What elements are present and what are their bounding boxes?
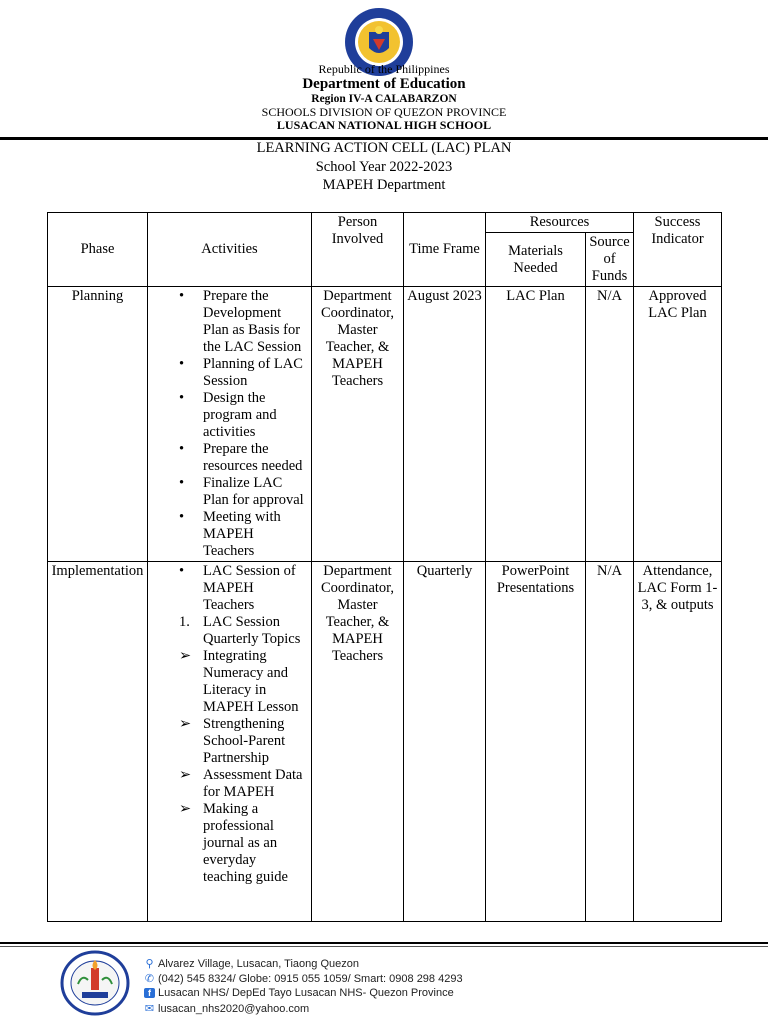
department-name: Department of Education: [302, 76, 466, 92]
lac-plan-table: [47, 212, 722, 922]
bullet-icon: •: [179, 509, 185, 525]
activities-list: [151, 288, 308, 560]
phone-icon: ✆: [144, 973, 155, 985]
facebook-icon: f: [144, 988, 155, 998]
activities-cell: [148, 562, 312, 922]
list-item: ➢ Strengthening School-Parent Partnership: [179, 716, 286, 766]
list-item: • Prepare the resources needed: [179, 441, 303, 474]
arrow-bullet-icon: ➢: [179, 716, 192, 732]
school-name: LUSACAN NATIONAL HIGH SCHOOL: [276, 118, 492, 132]
bullet-icon: •: [179, 475, 185, 491]
region-label: Region IV-A CALABARZON: [311, 93, 457, 105]
list-item: • Meeting with MAPEH Teachers: [179, 509, 281, 559]
table-header-row: [48, 213, 722, 233]
time-frame-header: Time Frame: [404, 213, 486, 287]
activities-list: [151, 563, 308, 886]
success-cell: Attendance, LAC Form 1-3, & outputs: [634, 562, 722, 922]
source-header: Source of Funds: [586, 233, 634, 287]
activities-cell: [148, 287, 312, 562]
table-row: [48, 562, 722, 922]
footer-email[interactable]: ✉ lusacan_nhs2020@yahoo.com: [144, 1003, 310, 1015]
republic-label: Republic of the Philippines: [318, 62, 450, 76]
number-marker: 1.: [179, 614, 190, 630]
bullet-icon: •: [179, 563, 185, 579]
footer-divider: [0, 942, 768, 944]
list-item: ➢ Making a professional journal as an everyday teaching guide: [179, 801, 288, 885]
list-item: • Design the program and activities: [179, 390, 277, 440]
phase-cell: Implementation: [48, 562, 148, 922]
bullet-icon: •: [179, 441, 185, 457]
person-cell: Department Coordinator, Master Teacher, & MAPEH Teachers: [312, 287, 404, 562]
list-item: • Planning of LAC Session: [179, 356, 303, 389]
document-title: LEARNING ACTION CELL (LAC) PLAN: [256, 140, 512, 156]
footer-divider-thin: [0, 946, 768, 947]
person-cell: Department Coordinator, Master Teacher, & MAPEH Teachers: [312, 562, 404, 922]
school-year: School Year 2022-2023: [315, 159, 453, 175]
phase-header: Phase: [48, 213, 148, 287]
list-item: • Finalize LAC Plan for approval: [179, 475, 304, 508]
footer-address: ⚲ Alvarez Village, Lusacan, Tiaong Quezon: [145, 958, 359, 970]
arrow-bullet-icon: ➢: [179, 767, 192, 783]
materials-cell: LAC Plan: [486, 287, 586, 562]
division-label: SCHOOLS DIVISION OF QUEZON PROVINCE: [261, 105, 507, 119]
bullet-icon: •: [179, 390, 185, 406]
footer-phone: ✆ (042) 545 8324/ Globe: 0915 055 1059/ Smart: 0908 298 4293: [144, 973, 463, 985]
activities-header: Activities: [148, 213, 312, 287]
department-label: MAPEH Department: [322, 177, 446, 193]
phase-cell: Planning: [48, 287, 148, 562]
bullet-icon: •: [179, 288, 185, 304]
list-item: ➢ Assessment Data for MAPEH: [179, 767, 303, 800]
list-item: ➢ Integrating Numeracy and Literacy in MAPEH Lesson: [179, 648, 299, 715]
materials-cell: PowerPoint Presentations: [486, 562, 586, 922]
arrow-bullet-icon: ➢: [179, 801, 192, 817]
resources-header: Resources: [486, 213, 634, 233]
bullet-icon: •: [179, 356, 185, 372]
time-frame-cell: August 2023: [404, 287, 486, 562]
success-cell: Approved LAC Plan: [634, 287, 722, 562]
person-header: Person Involved: [312, 213, 404, 287]
school-seal-icon: [60, 950, 130, 1016]
materials-header: Materials Needed: [486, 233, 586, 287]
source-cell: N/A: [586, 287, 634, 562]
table-row: [48, 287, 722, 562]
success-header: Success Indicator: [634, 213, 722, 287]
list-item: • LAC Session of MAPEH Teachers: [179, 563, 296, 613]
time-frame-cell: Quarterly: [404, 562, 486, 922]
arrow-bullet-icon: ➢: [179, 648, 192, 664]
email-icon: ✉: [144, 1003, 155, 1015]
list-item: 1. LAC Session Quarterly Topics: [179, 614, 301, 647]
source-cell: N/A: [586, 562, 634, 922]
location-icon: ⚲: [145, 958, 154, 970]
list-item: • Prepare the Development Plan as Basis for the LAC Session: [179, 288, 302, 355]
footer-facebook[interactable]: f Lusacan NHS/ DepEd Tayo Lusacan NHS- Quezon Province: [144, 987, 454, 999]
